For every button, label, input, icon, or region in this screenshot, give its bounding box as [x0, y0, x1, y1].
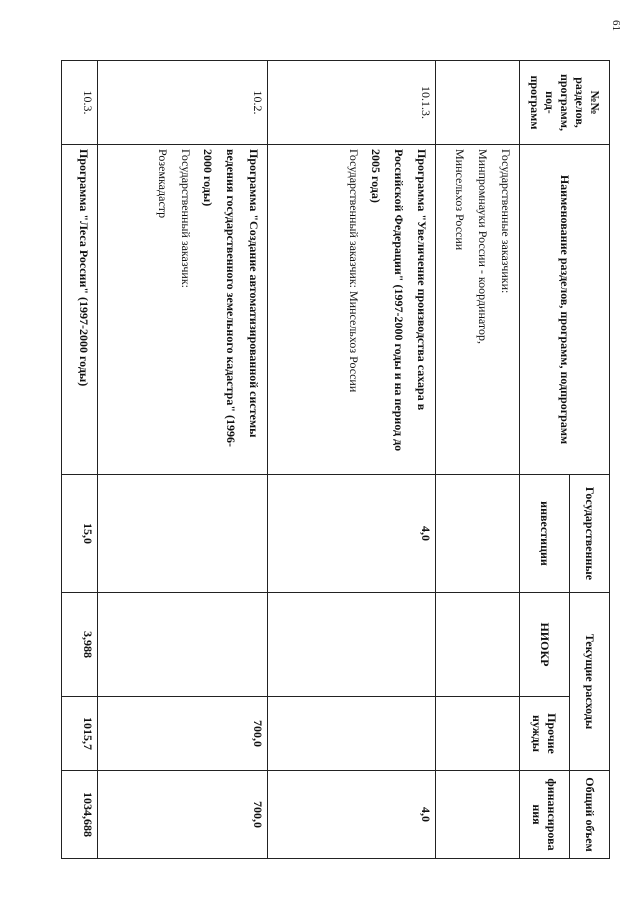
row-niokr — [268, 593, 436, 697]
row-name — [436, 145, 520, 475]
row-section-no: 10.2. — [98, 61, 268, 145]
customer-line: Государственный заказчик: — [178, 149, 193, 289]
table-row — [268, 61, 436, 859]
row-niokr — [98, 593, 268, 697]
row-section-no: 10.3. — [62, 61, 98, 145]
program-title: Программа "Создание автоматизированной системы ведения государственного земельного кадастра" (1996-2000 годы) — [201, 149, 261, 447]
table-row — [98, 61, 268, 859]
row-other: 1015,7 — [62, 697, 98, 771]
row-section-no — [436, 61, 520, 145]
program-title: Программа "Леса России" (1997-2000 годы) — [77, 149, 91, 387]
row-section-no: 10.1.3. — [268, 61, 436, 145]
header-total-top: Общий объем — [570, 771, 610, 859]
header-section-no: №№ разделов, программ, под-программ — [520, 61, 610, 145]
header-niokr: НИОКР — [520, 593, 570, 697]
header-invest-top: Государственные — [570, 475, 610, 593]
row-name — [98, 145, 268, 475]
header-name: Наименование разделов, программ, подпрограмм — [520, 145, 610, 475]
row-invest — [436, 475, 520, 593]
row-invest: 15,0 — [62, 475, 98, 593]
row-total: 4,0 — [268, 771, 436, 859]
row-other — [268, 697, 436, 771]
header-other: Прочие нужды — [520, 697, 570, 771]
page-number: 61 — [610, 20, 622, 31]
table-row — [436, 61, 520, 859]
rotated-table-frame — [62, 60, 610, 858]
row-niokr — [436, 593, 520, 697]
header-current-expenses: Текущие расходы — [570, 593, 610, 771]
customer-line: Минпромнауки России - координатор, — [476, 149, 491, 344]
customer-line: Государственный заказчик: Минсельхоз России — [346, 149, 361, 393]
row-total — [436, 771, 520, 859]
row-total: 1034,688 — [62, 771, 98, 859]
customer-line: Роземкадастр — [155, 149, 170, 219]
table-row — [62, 61, 98, 859]
row-name — [268, 145, 436, 475]
row-total: 700,0 — [98, 771, 268, 859]
header-total-bottom: финансирова ния — [520, 771, 570, 859]
row-invest: 4,0 — [268, 475, 436, 593]
customer-line: Минсельхоз России — [453, 149, 468, 251]
program-title: Программа "Увеличение производства сахара в Российской Федерации" (1997-2000 годы и на период до 2005 года) — [369, 149, 429, 452]
row-other — [436, 697, 520, 771]
row-niokr: 3,988 — [62, 593, 98, 697]
budget-table — [61, 60, 610, 859]
row-name — [62, 145, 98, 475]
header-invest-bottom: инвестиции — [520, 475, 570, 593]
row-invest — [98, 475, 268, 593]
customer-line: Государственные заказчики: — [499, 149, 513, 294]
row-other: 700,0 — [98, 697, 268, 771]
